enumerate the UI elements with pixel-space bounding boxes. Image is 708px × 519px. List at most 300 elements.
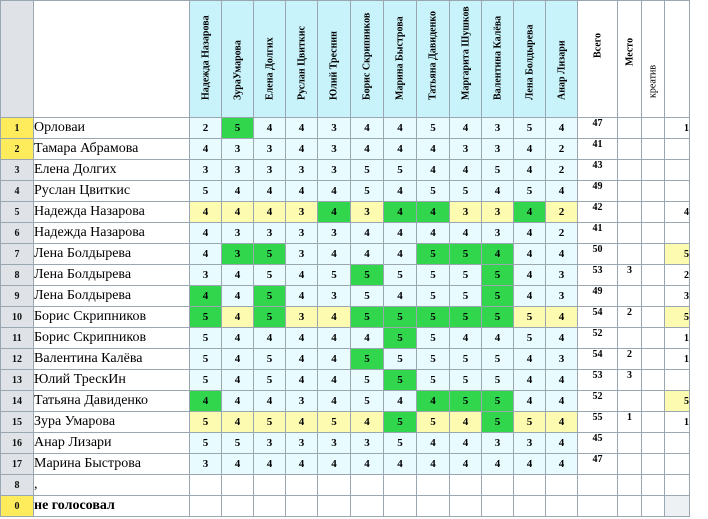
- score-cell[interactable]: 4: [222, 412, 254, 433]
- empty-cell[interactable]: [482, 496, 514, 517]
- score-cell[interactable]: 2: [546, 223, 578, 244]
- score-cell[interactable]: 4: [514, 139, 546, 160]
- score-cell[interactable]: 4: [222, 328, 254, 349]
- score-cell[interactable]: 4: [546, 454, 578, 475]
- score-cell[interactable]: 4: [450, 118, 482, 139]
- score-cell[interactable]: 4: [318, 244, 351, 265]
- score-cell[interactable]: 5: [450, 244, 482, 265]
- empty-cell[interactable]: [642, 181, 665, 202]
- judge-header-cell[interactable]: [351, 1, 384, 118]
- empty-cell[interactable]: [384, 496, 417, 517]
- score-cell[interactable]: 3: [222, 160, 254, 181]
- score-cell[interactable]: 3: [318, 160, 351, 181]
- participant-name-cell[interactable]: Анар Лизари: [34, 433, 190, 454]
- empty-cell[interactable]: [318, 475, 351, 496]
- empty-cell[interactable]: [642, 475, 665, 496]
- place-cell[interactable]: [618, 160, 642, 181]
- score-cell[interactable]: 3: [482, 118, 514, 139]
- score-cell[interactable]: 4: [384, 223, 417, 244]
- score-cell[interactable]: 4: [286, 349, 318, 370]
- creative-cell[interactable]: [665, 223, 690, 244]
- score-cell[interactable]: 3: [254, 160, 286, 181]
- score-cell[interactable]: 4: [514, 202, 546, 223]
- judge-header-cell[interactable]: [384, 1, 417, 118]
- score-cell[interactable]: 4: [318, 391, 351, 412]
- score-cell[interactable]: 4: [417, 202, 450, 223]
- score-cell[interactable]: 4: [222, 391, 254, 412]
- score-cell[interactable]: 3: [190, 265, 222, 286]
- score-cell[interactable]: 5: [351, 307, 384, 328]
- score-cell[interactable]: 3: [450, 139, 482, 160]
- creative-header-cell[interactable]: [642, 1, 665, 118]
- score-cell[interactable]: 5: [318, 412, 351, 433]
- row-number[interactable]: 2: [1, 139, 34, 160]
- total-cell[interactable]: 54: [578, 349, 618, 370]
- score-cell[interactable]: 4: [351, 328, 384, 349]
- place-cell[interactable]: 2: [618, 349, 642, 370]
- score-cell[interactable]: 5: [351, 391, 384, 412]
- total-cell[interactable]: 52: [578, 328, 618, 349]
- judge-header-cell[interactable]: [190, 1, 222, 118]
- judge-header-cell[interactable]: [286, 1, 318, 118]
- score-cell[interactable]: 4: [514, 370, 546, 391]
- score-cell[interactable]: 3: [482, 202, 514, 223]
- score-cell[interactable]: 5: [482, 349, 514, 370]
- total-cell[interactable]: 45: [578, 433, 618, 454]
- score-cell[interactable]: 5: [384, 412, 417, 433]
- score-cell[interactable]: 5: [351, 160, 384, 181]
- score-cell[interactable]: 4: [254, 181, 286, 202]
- place-cell[interactable]: [618, 391, 642, 412]
- empty-cell[interactable]: [642, 349, 665, 370]
- score-cell[interactable]: 3: [254, 139, 286, 160]
- score-cell[interactable]: 5: [190, 328, 222, 349]
- empty-cell[interactable]: [665, 496, 690, 517]
- participant-name-cell[interactable]: Лена Болдырева: [34, 286, 190, 307]
- score-cell[interactable]: 4: [384, 391, 417, 412]
- score-cell[interactable]: 4: [546, 391, 578, 412]
- place-cell[interactable]: [618, 223, 642, 244]
- judge-header-cell[interactable]: [318, 1, 351, 118]
- score-cell[interactable]: 5: [417, 328, 450, 349]
- empty-cell[interactable]: [642, 370, 665, 391]
- participant-name-cell[interactable]: Юлий ТрескИн: [34, 370, 190, 391]
- score-cell[interactable]: 5: [351, 181, 384, 202]
- name-header-cell[interactable]: [34, 1, 190, 118]
- row-number[interactable]: 8: [1, 265, 34, 286]
- score-cell[interactable]: 5: [450, 307, 482, 328]
- score-cell[interactable]: 4: [546, 181, 578, 202]
- row-number[interactable]: 17: [1, 454, 34, 475]
- place-cell[interactable]: [618, 454, 642, 475]
- total-cell[interactable]: 41: [578, 223, 618, 244]
- score-cell[interactable]: 5: [482, 160, 514, 181]
- row-number[interactable]: 10: [1, 307, 34, 328]
- empty-cell[interactable]: [642, 118, 665, 139]
- empty-cell[interactable]: [642, 160, 665, 181]
- score-cell[interactable]: 3: [351, 202, 384, 223]
- participant-name-cell[interactable]: Орловаи: [34, 118, 190, 139]
- total-header-cell[interactable]: [578, 1, 618, 118]
- score-cell[interactable]: 4: [514, 349, 546, 370]
- score-cell[interactable]: 4: [450, 412, 482, 433]
- score-cell[interactable]: 3: [450, 202, 482, 223]
- score-cell[interactable]: 4: [286, 139, 318, 160]
- score-cell[interactable]: 3: [286, 391, 318, 412]
- score-cell[interactable]: 4: [286, 286, 318, 307]
- creative-cell[interactable]: [665, 454, 690, 475]
- score-cell[interactable]: 4: [514, 454, 546, 475]
- score-cell[interactable]: 5: [450, 265, 482, 286]
- participant-name-cell[interactable]: Елена Долгих: [34, 160, 190, 181]
- empty-cell[interactable]: [618, 475, 642, 496]
- score-cell[interactable]: 4: [514, 160, 546, 181]
- score-cell[interactable]: 5: [351, 370, 384, 391]
- score-cell[interactable]: 4: [190, 244, 222, 265]
- note-cell[interactable]: ,: [34, 475, 190, 496]
- score-cell[interactable]: 5: [417, 307, 450, 328]
- score-cell[interactable]: 5: [190, 433, 222, 454]
- score-cell[interactable]: 3: [318, 286, 351, 307]
- empty-cell[interactable]: [417, 496, 450, 517]
- score-cell[interactable]: 4: [318, 370, 351, 391]
- score-cell[interactable]: 4: [384, 202, 417, 223]
- creative-cell[interactable]: 3: [665, 286, 690, 307]
- empty-cell[interactable]: [190, 475, 222, 496]
- score-cell[interactable]: 3: [254, 223, 286, 244]
- score-cell[interactable]: 4: [546, 433, 578, 454]
- score-cell[interactable]: 5: [254, 244, 286, 265]
- empty-cell[interactable]: [642, 202, 665, 223]
- score-cell[interactable]: 4: [546, 118, 578, 139]
- score-cell[interactable]: 2: [190, 118, 222, 139]
- score-cell[interactable]: 4: [318, 202, 351, 223]
- score-cell[interactable]: 4: [254, 118, 286, 139]
- empty-cell[interactable]: [384, 475, 417, 496]
- score-cell[interactable]: 4: [384, 286, 417, 307]
- score-cell[interactable]: 4: [417, 160, 450, 181]
- score-cell[interactable]: 5: [384, 160, 417, 181]
- score-cell[interactable]: 4: [222, 349, 254, 370]
- judge-header-cell[interactable]: [514, 1, 546, 118]
- total-cell[interactable]: 47: [578, 454, 618, 475]
- total-cell[interactable]: 53: [578, 265, 618, 286]
- place-cell[interactable]: 2: [618, 307, 642, 328]
- score-cell[interactable]: 5: [482, 412, 514, 433]
- total-cell[interactable]: 49: [578, 181, 618, 202]
- score-cell[interactable]: 4: [546, 307, 578, 328]
- not-voted-label[interactable]: не голосовал: [34, 496, 190, 517]
- empty-cell[interactable]: [546, 475, 578, 496]
- empty-cell[interactable]: [318, 496, 351, 517]
- empty-cell[interactable]: [514, 496, 546, 517]
- empty-cell[interactable]: [642, 328, 665, 349]
- score-cell[interactable]: 5: [190, 370, 222, 391]
- row-number[interactable]: 6: [1, 223, 34, 244]
- score-cell[interactable]: 4: [222, 307, 254, 328]
- empty-cell[interactable]: [222, 475, 254, 496]
- row-number[interactable]: 11: [1, 328, 34, 349]
- creative-cell[interactable]: 5: [665, 244, 690, 265]
- score-cell[interactable]: 3: [514, 433, 546, 454]
- score-cell[interactable]: 4: [190, 286, 222, 307]
- empty-cell[interactable]: [286, 496, 318, 517]
- score-cell[interactable]: 4: [450, 433, 482, 454]
- score-cell[interactable]: 4: [384, 181, 417, 202]
- score-cell[interactable]: 4: [190, 139, 222, 160]
- participant-name-cell[interactable]: Татьяна Давиденко: [34, 391, 190, 412]
- row-number[interactable]: 1: [1, 118, 34, 139]
- score-cell[interactable]: 5: [254, 370, 286, 391]
- empty-cell[interactable]: [190, 496, 222, 517]
- score-cell[interactable]: 4: [190, 391, 222, 412]
- empty-cell[interactable]: [450, 496, 482, 517]
- place-cell[interactable]: [618, 139, 642, 160]
- empty-cell[interactable]: [642, 391, 665, 412]
- score-cell[interactable]: 3: [482, 139, 514, 160]
- score-cell[interactable]: 5: [417, 181, 450, 202]
- score-cell[interactable]: 4: [417, 433, 450, 454]
- score-cell[interactable]: 3: [482, 223, 514, 244]
- participant-name-cell[interactable]: Зура Умарова: [34, 412, 190, 433]
- score-cell[interactable]: 4: [222, 286, 254, 307]
- empty-cell[interactable]: [642, 244, 665, 265]
- row-number[interactable]: 16: [1, 433, 34, 454]
- score-cell[interactable]: 4: [384, 454, 417, 475]
- score-cell[interactable]: 4: [222, 454, 254, 475]
- empty-cell[interactable]: [618, 496, 642, 517]
- score-cell[interactable]: 4: [254, 454, 286, 475]
- score-cell[interactable]: 4: [351, 118, 384, 139]
- score-cell[interactable]: 4: [514, 286, 546, 307]
- participant-name-cell[interactable]: Надежда Назарова: [34, 202, 190, 223]
- place-cell[interactable]: [618, 118, 642, 139]
- score-cell[interactable]: 4: [318, 307, 351, 328]
- row-header-corner[interactable]: [1, 1, 34, 118]
- score-cell[interactable]: 4: [318, 454, 351, 475]
- score-cell[interactable]: 3: [318, 118, 351, 139]
- judge-header-cell[interactable]: [482, 1, 514, 118]
- score-cell[interactable]: 5: [384, 433, 417, 454]
- score-cell[interactable]: 5: [417, 370, 450, 391]
- score-cell[interactable]: 4: [546, 328, 578, 349]
- judge-header-cell[interactable]: [417, 1, 450, 118]
- row-number[interactable]: 13: [1, 370, 34, 391]
- empty-cell[interactable]: [642, 496, 665, 517]
- score-cell[interactable]: 3: [318, 139, 351, 160]
- score-cell[interactable]: 5: [417, 349, 450, 370]
- total-cell[interactable]: 42: [578, 202, 618, 223]
- score-cell[interactable]: 5: [450, 181, 482, 202]
- judge-header-cell[interactable]: [450, 1, 482, 118]
- place-cell[interactable]: 3: [618, 370, 642, 391]
- empty-cell[interactable]: [642, 433, 665, 454]
- score-cell[interactable]: 4: [286, 328, 318, 349]
- score-cell[interactable]: 5: [514, 118, 546, 139]
- creative-cell[interactable]: [665, 181, 690, 202]
- score-cell[interactable]: 4: [384, 118, 417, 139]
- score-cell[interactable]: 4: [546, 412, 578, 433]
- empty-cell[interactable]: [482, 475, 514, 496]
- score-cell[interactable]: 4: [254, 202, 286, 223]
- creative-cell[interactable]: 1: [665, 349, 690, 370]
- participant-name-cell[interactable]: Валентина Калёва: [34, 349, 190, 370]
- creative-cell[interactable]: [665, 139, 690, 160]
- score-cell[interactable]: 5: [222, 118, 254, 139]
- place-header-cell[interactable]: [618, 1, 642, 118]
- score-cell[interactable]: 3: [254, 433, 286, 454]
- score-cell[interactable]: 4: [222, 265, 254, 286]
- score-cell[interactable]: 3: [222, 244, 254, 265]
- score-cell[interactable]: 4: [384, 244, 417, 265]
- score-cell[interactable]: 4: [351, 454, 384, 475]
- score-cell[interactable]: 4: [222, 370, 254, 391]
- judge-header-cell[interactable]: [222, 1, 254, 118]
- empty-cell[interactable]: [254, 475, 286, 496]
- creative-cell[interactable]: 1: [665, 412, 690, 433]
- score-cell[interactable]: 3: [286, 202, 318, 223]
- row-number[interactable]: 14: [1, 391, 34, 412]
- empty-cell[interactable]: [514, 475, 546, 496]
- score-cell[interactable]: 5: [190, 412, 222, 433]
- score-cell[interactable]: 5: [254, 265, 286, 286]
- score-cell[interactable]: 5: [417, 118, 450, 139]
- score-cell[interactable]: 2: [546, 160, 578, 181]
- score-cell[interactable]: 5: [482, 307, 514, 328]
- score-cell[interactable]: 5: [318, 265, 351, 286]
- row-number[interactable]: 7: [1, 244, 34, 265]
- row-number[interactable]: 5: [1, 202, 34, 223]
- place-cell[interactable]: [618, 286, 642, 307]
- score-cell[interactable]: 5: [190, 349, 222, 370]
- score-cell[interactable]: 5: [450, 286, 482, 307]
- judge-header-cell[interactable]: [254, 1, 286, 118]
- score-cell[interactable]: 4: [417, 139, 450, 160]
- score-cell[interactable]: 4: [417, 223, 450, 244]
- participant-name-cell[interactable]: Тамара Абрамова: [34, 139, 190, 160]
- participant-name-cell[interactable]: Лена Болдырева: [34, 244, 190, 265]
- score-cell[interactable]: 4: [482, 244, 514, 265]
- empty-cell[interactable]: [546, 496, 578, 517]
- empty-cell[interactable]: [351, 475, 384, 496]
- empty-cell[interactable]: [450, 475, 482, 496]
- total-cell[interactable]: 54: [578, 307, 618, 328]
- score-cell[interactable]: 4: [482, 328, 514, 349]
- participant-name-cell[interactable]: Борис Скрипников: [34, 307, 190, 328]
- empty-cell[interactable]: [351, 496, 384, 517]
- score-cell[interactable]: 4: [351, 412, 384, 433]
- place-cell[interactable]: [618, 202, 642, 223]
- judge-header-cell[interactable]: [546, 1, 578, 118]
- score-cell[interactable]: 5: [482, 370, 514, 391]
- row-number[interactable]: 9: [1, 286, 34, 307]
- row-number[interactable]: 12: [1, 349, 34, 370]
- score-cell[interactable]: 4: [286, 454, 318, 475]
- creative-cell[interactable]: 2: [665, 265, 690, 286]
- total-cell[interactable]: 41: [578, 139, 618, 160]
- score-cell[interactable]: 3: [546, 286, 578, 307]
- score-cell[interactable]: 5: [417, 244, 450, 265]
- score-cell[interactable]: 5: [417, 265, 450, 286]
- score-cell[interactable]: 4: [450, 454, 482, 475]
- creative-cell[interactable]: 1: [665, 328, 690, 349]
- creative-cell[interactable]: [665, 370, 690, 391]
- place-cell[interactable]: [618, 328, 642, 349]
- score-cell[interactable]: 5: [190, 181, 222, 202]
- creative-cell[interactable]: 5: [665, 391, 690, 412]
- score-cell[interactable]: 4: [318, 181, 351, 202]
- score-cell[interactable]: 3: [286, 160, 318, 181]
- score-cell[interactable]: 4: [514, 391, 546, 412]
- creative-cell[interactable]: 1: [665, 118, 690, 139]
- score-cell[interactable]: 3: [190, 454, 222, 475]
- total-cell[interactable]: 43: [578, 160, 618, 181]
- score-cell[interactable]: 4: [351, 139, 384, 160]
- score-cell[interactable]: 4: [482, 454, 514, 475]
- empty-cell[interactable]: [642, 412, 665, 433]
- empty-cell[interactable]: [254, 496, 286, 517]
- score-cell[interactable]: 3: [546, 349, 578, 370]
- score-cell[interactable]: 5: [384, 307, 417, 328]
- score-cell[interactable]: 4: [286, 370, 318, 391]
- score-cell[interactable]: 4: [318, 349, 351, 370]
- score-cell[interactable]: 4: [254, 391, 286, 412]
- empty-header-cell[interactable]: [665, 1, 690, 118]
- score-cell[interactable]: 3: [190, 160, 222, 181]
- empty-cell[interactable]: [642, 307, 665, 328]
- empty-cell[interactable]: [578, 475, 618, 496]
- score-cell[interactable]: 3: [286, 223, 318, 244]
- score-cell[interactable]: 4: [222, 202, 254, 223]
- score-cell[interactable]: 5: [384, 328, 417, 349]
- creative-cell[interactable]: 5: [665, 307, 690, 328]
- score-cell[interactable]: 5: [384, 265, 417, 286]
- score-cell[interactable]: 3: [222, 139, 254, 160]
- empty-cell[interactable]: [665, 475, 690, 496]
- score-cell[interactable]: 4: [514, 223, 546, 244]
- place-cell[interactable]: [618, 244, 642, 265]
- score-cell[interactable]: 4: [190, 202, 222, 223]
- participant-name-cell[interactable]: Лена Болдырева: [34, 265, 190, 286]
- score-cell[interactable]: 4: [482, 181, 514, 202]
- empty-cell[interactable]: [222, 496, 254, 517]
- row-number[interactable]: 15: [1, 412, 34, 433]
- participant-name-cell[interactable]: Марина Быстрова: [34, 454, 190, 475]
- place-cell[interactable]: [618, 433, 642, 454]
- score-cell[interactable]: 5: [482, 265, 514, 286]
- score-cell[interactable]: 5: [482, 391, 514, 412]
- score-cell[interactable]: 4: [417, 454, 450, 475]
- score-cell[interactable]: 4: [450, 160, 482, 181]
- score-cell[interactable]: 5: [190, 307, 222, 328]
- creative-cell[interactable]: [665, 433, 690, 454]
- score-cell[interactable]: 3: [318, 433, 351, 454]
- score-cell[interactable]: 4: [351, 223, 384, 244]
- score-cell[interactable]: 4: [222, 181, 254, 202]
- score-cell[interactable]: 4: [190, 223, 222, 244]
- score-cell[interactable]: 5: [254, 286, 286, 307]
- score-cell[interactable]: 5: [222, 433, 254, 454]
- score-cell[interactable]: 5: [254, 307, 286, 328]
- score-cell[interactable]: 4: [384, 139, 417, 160]
- score-cell[interactable]: 4: [286, 181, 318, 202]
- total-cell[interactable]: 49: [578, 286, 618, 307]
- score-cell[interactable]: 3: [286, 244, 318, 265]
- score-cell[interactable]: 4: [286, 265, 318, 286]
- total-cell[interactable]: 47: [578, 118, 618, 139]
- place-cell[interactable]: 3: [618, 265, 642, 286]
- score-cell[interactable]: 4: [318, 328, 351, 349]
